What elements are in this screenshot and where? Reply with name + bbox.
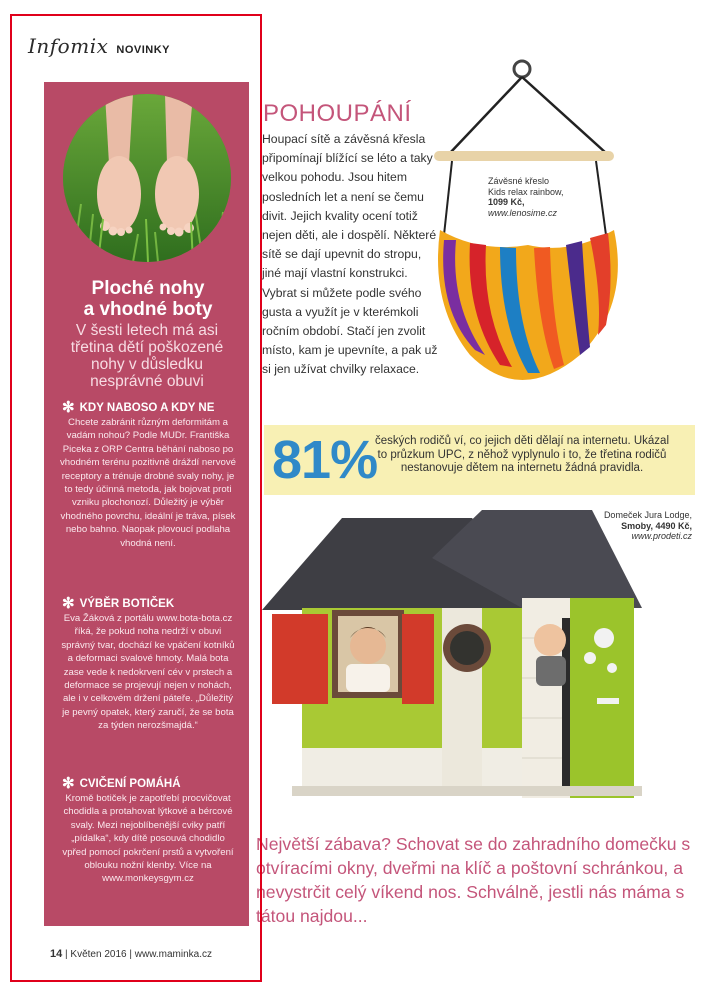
asterisk-icon: ✻ <box>62 399 75 416</box>
page-header <box>28 34 170 68</box>
brand-logo: Infomix <box>28 34 109 58</box>
stat-percent: 81% <box>272 430 378 490</box>
text-barefoot: Chcete zabránit různým deformitám a vadám nohou? Podle MUDr. Františka Piceka z ORP Centra běhání naboso po vhodném terénu pozitivně dráždí nervové receptory a trénuje drobné svaly nohy, je to tedy účinná metoda, jak bojovat proti vzniku plochonozí. Důležitý je výběr vhodného povrchu, ideální je tráva, písek nebo bahno. Naopak plovoucí podlaha vhodná není. <box>60 417 236 549</box>
sidebar-title: Ploché nohy a vhodné boty <box>83 278 213 320</box>
stat-text: českých rodičů ví, co jejich děti dělají na internetu. Ukázal to průzkum UPC, z něhož vyplynulo i to, že třetina rodičů nestanovuje dětem na internetu žádná pravidla. <box>374 435 670 474</box>
page-footer <box>50 948 212 960</box>
playhouse-caption: Domeček Jura Lodge, Smoby, 4490 Kč, www.prodeti.cz <box>603 510 692 541</box>
text-shoe-choice: Eva Žáková z portálu www.bota-bota.cz říká, že pokud noha nedrží v obuvi správný tvar, dochází ke vpáčení kotníků a deformaci svalové hmoty. Malá bota zase vede k nedokrvení cév v prstech a deformace se projevují nejen v nohách, ale i v celkovém držení páteře. „Důležitý je pevný opatek, který zaručí, že se bota za týden nerozšmajdá.“ <box>61 613 235 732</box>
playhouse-headline-text: Největší zábava? Schovat se do zahradního domečku s otvíracími okny, dveřmi na klíč a poštovní schránkou, a nevystrčit celý víkend nos. Schválně, jestli nás máma s tátou najdou... <box>256 834 691 926</box>
section-label: NOVINKY <box>116 44 170 56</box>
hammock-caption: Závěsné křeslo Kids relax rainbow, 1099 Kč, www.lenosime.cz <box>488 176 564 218</box>
swing-text: Houpací sítě a závěsná křesla připomínají blížící se léto a taky velkou pohodu. Jsou hitem posledních let a není se čemu divit. Jejich kvality ocení totiž nejen děti, ale i dospělí. Některé sítě se dají upevnit do stropu, jiné mají vlastní konstrukci. Vybrat si můžete podle svého gusta a využít je v kterémkoli ročním období. Stačí jen zvolit místo, kam je upevníte, a pak už si jen užívat chvilky relaxace. <box>262 132 438 377</box>
swing-title: POHOUPÁNÍ <box>263 100 412 127</box>
sidebar-subtitle: V šesti letech má asi třetina dětí poškozené nohy v důsledku nesprávné obuvi <box>70 322 224 390</box>
footer-separator: | <box>129 949 135 960</box>
asterisk-icon: ✻ <box>62 775 75 792</box>
text-exercise: Kromě botiček je zapotřebí procvičovat chodidla a protahovat lýtkové a bércové svaly. Mezi nejoblíbenější cviky patří „pídalka“, kdy dítě posouvá chodidlo vpřed pomocí pokrčení prstů a vytvoření oblouku nožní klenby. Více na www.monkeysgym.cz <box>62 793 234 885</box>
issue-date: Květen 2016 <box>70 949 127 960</box>
hammock-chair-image <box>430 55 630 410</box>
feet-on-grass-photo <box>63 94 231 262</box>
heading-barefoot: ✻ KDY NABOSO A KDY NE <box>62 399 215 416</box>
asterisk-icon: ✻ <box>62 595 75 612</box>
sidebar-flat-feet <box>44 82 249 926</box>
website-link[interactable]: www.maminka.cz <box>134 949 213 960</box>
page-number: 14 <box>50 948 63 960</box>
heading-exercise: ✻ CVIČENÍ POMÁHÁ <box>62 775 181 792</box>
playhouse-image <box>262 498 702 818</box>
heading-shoe-choice: ✻ VÝBĚR BOTIČEK <box>62 595 175 612</box>
footer-separator: | <box>65 949 71 960</box>
